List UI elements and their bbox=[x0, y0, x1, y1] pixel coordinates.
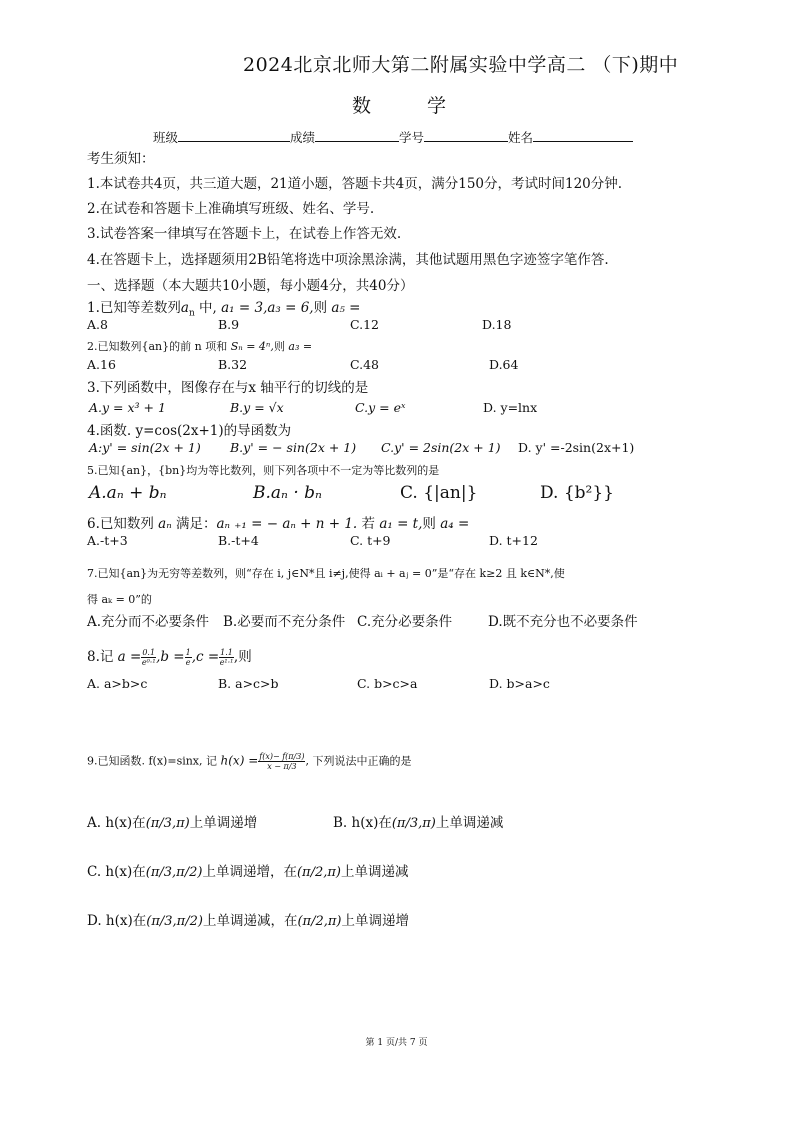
question-4-stem: 4.函数. y=cos(2x+1)的导函数为 bbox=[87, 423, 292, 439]
score-label: 成绩 bbox=[290, 130, 316, 145]
subject-title: 数 学 bbox=[352, 95, 447, 117]
page-number: 第 1 页/共 7 页 bbox=[365, 1038, 428, 1048]
q6-option-b[interactable]: B.-t+4 bbox=[218, 533, 259, 548]
q9-option-c[interactable]: C. h(x)在(π/3,π/2)上单调递增，在(π/2,π)上单调递减 bbox=[87, 864, 409, 880]
q8-option-d[interactable]: D. b>a>c bbox=[489, 676, 550, 691]
q1-option-c[interactable]: C.12 bbox=[350, 317, 379, 332]
q7-option-a[interactable]: A.充分而不必要条件 bbox=[87, 614, 210, 630]
q9-option-b[interactable]: B. h(x)在(π/3,π)上单调递减 bbox=[333, 815, 504, 831]
notice-item-1: 1.本试卷共4页，共三道大题，21道小题，答题卡共4页，满分150分，考试时间120分钟. bbox=[87, 176, 623, 192]
q9-option-a[interactable]: A. h(x)在(π/3,π)上单调递增 bbox=[87, 815, 258, 831]
question-8-stem: 8.记 a = $\frac{0.1}{\text{e⁰·¹}}$ ,b = $\frac{1}{e}$ ,c = $\frac{1.1}{\text{e¹·¹}}$ ,则 bbox=[87, 648, 252, 667]
class-label: 班级 bbox=[153, 130, 179, 145]
question-1-stem: 1.已知等差数列$a_n$ 中, a₁ = 3,a₃ = 6,则 a₅ = bbox=[87, 300, 361, 319]
name-blank[interactable] bbox=[533, 129, 633, 142]
q4-option-a[interactable]: A:y' = sin(2x + 1) bbox=[89, 440, 201, 455]
q1-option-a[interactable]: A.8 bbox=[87, 317, 108, 332]
q6-option-a[interactable]: A.-t+3 bbox=[87, 533, 128, 548]
q6-option-d[interactable]: D. t+12 bbox=[489, 533, 538, 548]
q2-option-d[interactable]: D.64 bbox=[489, 357, 519, 372]
id-label: 学号 bbox=[399, 130, 425, 145]
notice-item-4: 4.在答题卡上，选择题须用2B铅笔将选中项涂黑涂满，其他试题用黑色字迹签字笔作答. bbox=[87, 252, 609, 268]
question-6-stem: 6.已知数列 aₙ 满足：aₙ ₊₁ = − aₙ + n + 1. 若 a₁ = t,则 a₄ = bbox=[87, 516, 470, 532]
q7-option-c[interactable]: C.充分必要条件 bbox=[357, 614, 453, 630]
name-label: 姓名 bbox=[508, 130, 534, 145]
q4-option-c[interactable]: C.y' = 2sin(2x + 1) bbox=[381, 440, 501, 455]
question-7-line-1: 7.已知{an}为无穷等差数列，则“存在 i, j∈N*且 i≠j,使得 aᵢ + aⱼ = 0”是“存在 k≥2 且 k∈N*,使 bbox=[87, 567, 565, 580]
question-2-stem: 2.已知数列{an}的前 n 项和 Sₙ = 4ⁿ,则 a₃ = bbox=[87, 340, 313, 353]
q5-option-c[interactable]: C. {|an|} bbox=[400, 483, 478, 503]
q7-option-b[interactable]: B.必要而不充分条件 bbox=[223, 614, 346, 630]
q2-option-c[interactable]: C.48 bbox=[350, 357, 379, 372]
question-3-stem: 3.下列函数中，图像存在与x 轴平行的切线的是 bbox=[87, 380, 369, 396]
question-5-stem: 5.已知{an}，{bn}均为等比数列，则下列各项中不一定为等比数列的是 bbox=[87, 464, 440, 477]
q6-option-c[interactable]: C. t+9 bbox=[350, 533, 391, 548]
q4-option-d[interactable]: D. y' =-2sin(2x+1) bbox=[518, 440, 635, 455]
q1-option-d[interactable]: D.18 bbox=[482, 317, 512, 332]
notice-heading: 考生须知： bbox=[87, 151, 155, 167]
section-heading: 一、选择题（本大题共10小题，每小题4分，共40分） bbox=[87, 278, 414, 294]
q9-option-d[interactable]: D. h(x)在(π/3,π/2)上单调递减，在(π/2,π)上单调递增 bbox=[87, 913, 409, 929]
q7-option-d[interactable]: D.既不充分也不必要条件 bbox=[488, 614, 638, 630]
q2-option-b[interactable]: B.32 bbox=[218, 357, 248, 372]
id-blank[interactable] bbox=[424, 129, 508, 142]
q1-option-b[interactable]: B.9 bbox=[218, 317, 240, 332]
q3-option-c[interactable]: C.y = eˣ bbox=[355, 400, 406, 415]
q3-option-b[interactable]: B.y = √x bbox=[230, 400, 284, 415]
student-info-fields bbox=[153, 128, 633, 146]
question-7-line-2: 得 aₖ = 0”的 bbox=[87, 593, 152, 606]
score-blank[interactable] bbox=[315, 129, 399, 142]
q2-option-a[interactable]: A.16 bbox=[87, 357, 116, 372]
q5-option-a[interactable]: A.aₙ + bₙ bbox=[89, 483, 167, 503]
q8-option-a[interactable]: A. a>b>c bbox=[87, 676, 148, 691]
q3-option-d[interactable]: D. y=lnx bbox=[483, 400, 538, 415]
notice-item-2: 2.在试卷和答题卡上准确填写班级、姓名、学号. bbox=[87, 201, 375, 217]
q8-option-c[interactable]: C. b>c>a bbox=[357, 676, 418, 691]
q5-option-d[interactable]: D. {b²}} bbox=[540, 483, 614, 503]
notice-item-3: 3.试卷答案一律填写在答题卡上，在试卷上作答无效. bbox=[87, 226, 402, 242]
exam-title: 2024北京北师大第二附属实验中学高二 （下)期中 bbox=[243, 54, 679, 76]
class-blank[interactable] bbox=[178, 129, 290, 142]
q5-option-b[interactable]: B.aₙ · bₙ bbox=[253, 483, 322, 503]
q3-option-a[interactable]: A.y = x³ + 1 bbox=[89, 400, 166, 415]
question-9-stem: 9.已知函数. f(x)=sinx, 记 h(x) = $\frac{f(x)- f(\pi/3)}{x - \pi/3}$ , 下列说法中正确的是 bbox=[87, 752, 412, 771]
q8-option-b[interactable]: B. a>c>b bbox=[218, 676, 279, 691]
q4-option-b[interactable]: B.y' = − sin(2x + 1) bbox=[230, 440, 357, 455]
